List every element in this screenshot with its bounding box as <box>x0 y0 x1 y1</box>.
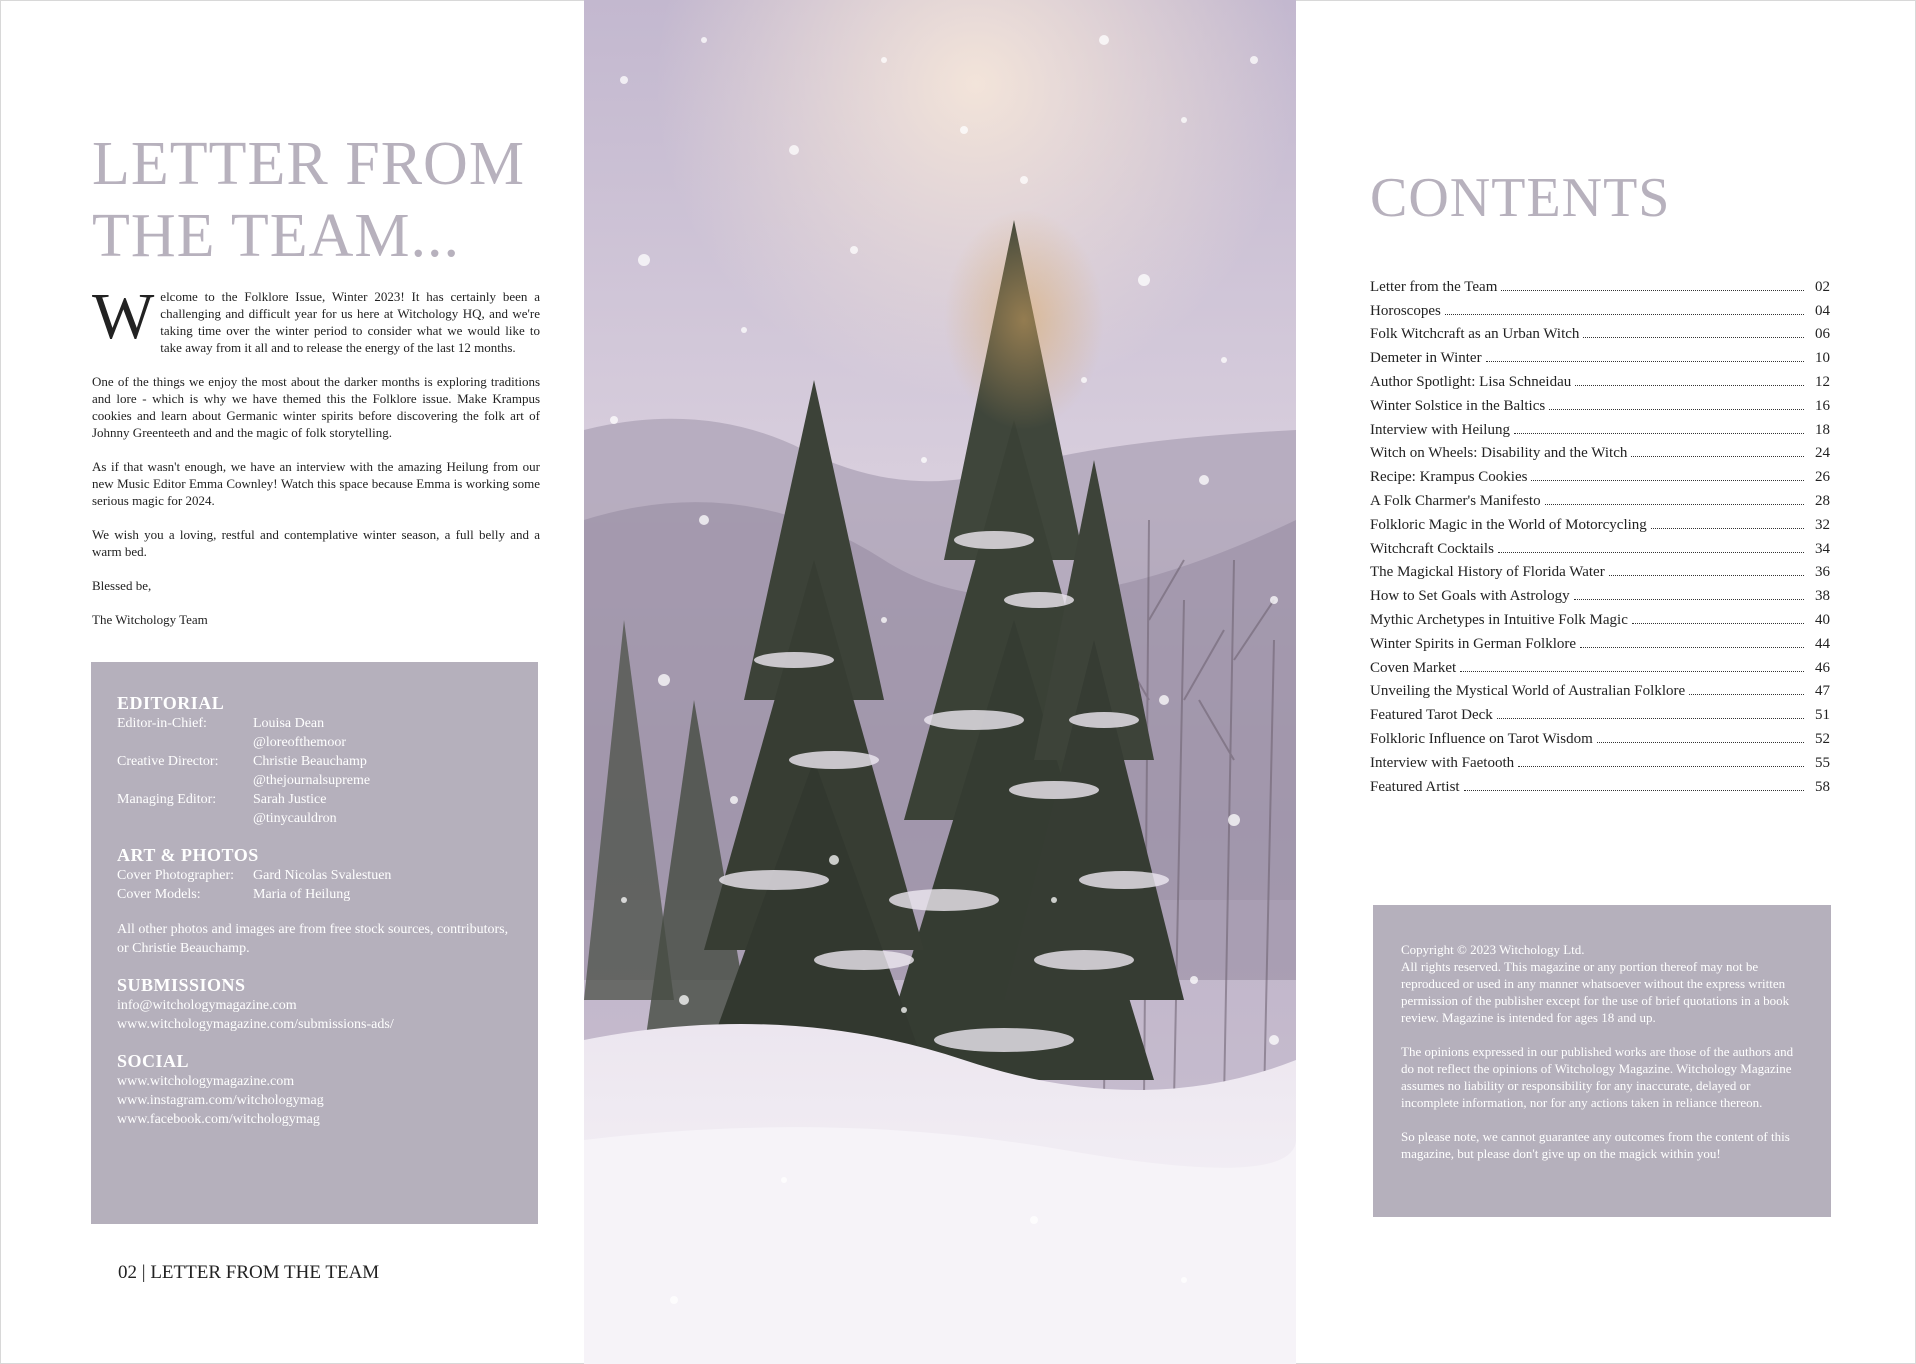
toc-entry-title: Author Spotlight: Lisa Schneidau <box>1370 373 1572 390</box>
toc-entry[interactable] <box>1370 320 1830 344</box>
toc-entry-page: 40 <box>1815 611 1830 628</box>
credit-name: Gard Nicolas Svalestuen <box>253 868 392 883</box>
toc-entry-page: 47 <box>1815 683 1830 700</box>
letter-title <box>92 128 592 272</box>
toc-entry-title: Witch on Wheels: Disability and the Witch <box>1370 445 1628 462</box>
toc-entry-page: 34 <box>1815 540 1830 557</box>
toc-entry-title: How to Set Goals with Astrology <box>1370 588 1570 605</box>
letter-title-line2: THE TEAM... <box>92 202 461 270</box>
toc-entry[interactable] <box>1370 653 1830 677</box>
credit-value <box>253 790 514 828</box>
toc-entry-title: Recipe: Krampus Cookies <box>1370 469 1528 486</box>
toc-dot-leader <box>1518 766 1804 767</box>
toc-dot-leader <box>1531 480 1804 481</box>
toc-entry-page: 32 <box>1815 516 1830 533</box>
toc-entry[interactable] <box>1370 343 1830 367</box>
credit-handle: @tinycauldron <box>253 811 337 826</box>
toc-entry[interactable] <box>1370 724 1830 748</box>
winter-scene-illustration <box>584 0 1296 1364</box>
letter-paragraph-3: As if that wasn't enough, we have an interview with the amazing Heilung from our new Music Editor Emma Cownley! Watch this space because Emma is working some serious magic for 2024. <box>92 459 540 508</box>
credit-row-photographer <box>117 866 514 885</box>
toc-entry-page: 38 <box>1815 588 1830 605</box>
toc-entry[interactable] <box>1370 700 1830 724</box>
letter-paragraph <box>92 280 540 356</box>
credits-box <box>91 662 538 1224</box>
submissions-section <box>117 974 514 1034</box>
copyright-box <box>1373 905 1831 1217</box>
credit-handle: @loreofthemoor <box>253 735 346 750</box>
credit-row-models <box>117 885 514 904</box>
toc-entry[interactable] <box>1370 581 1830 605</box>
footer-section-name: LETTER FROM THE TEAM <box>150 1262 380 1283</box>
toc-entry-title: Winter Spirits in German Folklore <box>1370 635 1577 652</box>
contents-title: CONTENTS <box>1370 167 1671 229</box>
toc-dot-leader <box>1574 599 1804 600</box>
toc-dot-leader <box>1597 742 1804 743</box>
credit-row-creative <box>117 752 514 790</box>
submissions-heading: SUBMISSIONS <box>117 975 246 995</box>
toc-dot-leader <box>1545 504 1804 505</box>
toc-entry-title: Coven Market <box>1370 659 1457 676</box>
toc-entry-page: 28 <box>1815 492 1830 509</box>
toc-entry[interactable] <box>1370 605 1830 629</box>
toc-entry-title: Demeter in Winter <box>1370 350 1482 367</box>
credit-name: Christie Beauchamp <box>253 754 367 769</box>
social-heading: SOCIAL <box>117 1051 190 1071</box>
toc-entry[interactable] <box>1370 439 1830 463</box>
credit-row-editor <box>117 714 514 752</box>
toc-dot-leader <box>1580 647 1804 648</box>
toc-dot-leader <box>1549 409 1804 410</box>
toc-entry[interactable] <box>1370 367 1830 391</box>
table-of-contents <box>1370 272 1830 796</box>
toc-entry-page: 06 <box>1815 326 1830 343</box>
toc-entry[interactable] <box>1370 748 1830 772</box>
letter-paragraph-2: One of the things we enjoy the most about the darker months is exploring traditions and lore - which is why we have themed this the Folklore issue. Make Krampus cookies and learn about Germanic winter spirits before discovering the folk art of Johnny Greenteeth and and the magic of folk storytelling. <box>92 374 540 440</box>
toc-entry[interactable] <box>1370 486 1830 510</box>
credit-name: Maria of Heilung <box>253 887 351 902</box>
toc-entry[interactable] <box>1370 391 1830 415</box>
rights-text: All rights reserved. This magazine or any portion thereof may not be reproduced or used in any manner whatsoever without the express written permission of the publisher except for the use of brief quotations in a book review. Magazine is intended for ages 18 and up. <box>1401 959 1790 1025</box>
credit-role: Creative Director: <box>117 754 219 769</box>
toc-entry-page: 52 <box>1815 730 1830 747</box>
toc-dot-leader <box>1486 361 1804 362</box>
toc-dot-leader <box>1689 694 1804 695</box>
toc-entry[interactable] <box>1370 558 1830 582</box>
toc-entry[interactable] <box>1370 272 1830 296</box>
credit-role: Cover Models: <box>117 887 201 902</box>
toc-entry-title: Featured Tarot Deck <box>1370 707 1493 724</box>
submissions-email-link[interactable]: info@witchologymagazine.com <box>117 998 297 1013</box>
drop-cap: W <box>92 280 155 353</box>
copyright-paragraph-1 <box>1401 941 1801 1026</box>
toc-dot-leader <box>1514 433 1804 434</box>
toc-entry[interactable] <box>1370 296 1830 320</box>
letter-title-line1: LETTER FROM <box>92 130 525 198</box>
page-footer <box>118 1262 379 1284</box>
social-facebook-link[interactable]: www.facebook.com/witchologymag <box>117 1112 320 1127</box>
toc-entry-page: 51 <box>1815 707 1830 724</box>
toc-entry[interactable] <box>1370 629 1830 653</box>
toc-dot-leader <box>1651 528 1804 529</box>
toc-entry-page: 46 <box>1815 659 1830 676</box>
footer-separator: | <box>141 1262 146 1283</box>
toc-dot-leader <box>1498 552 1804 553</box>
copyright-line: Copyright © 2023 Witchology Ltd. <box>1401 942 1585 957</box>
toc-entry-page: 55 <box>1815 754 1830 771</box>
toc-entry-page: 18 <box>1815 421 1830 438</box>
toc-entry-title: Featured Artist <box>1370 778 1460 795</box>
toc-entry[interactable] <box>1370 772 1830 796</box>
toc-entry-page: 24 <box>1815 445 1830 462</box>
toc-entry-title: Winter Solstice in the Baltics <box>1370 397 1546 414</box>
toc-entry-title: Interview with Heilung <box>1370 421 1510 438</box>
toc-dot-leader <box>1575 385 1804 386</box>
toc-dot-leader <box>1501 290 1804 291</box>
toc-entry-title: Unveiling the Mystical World of Australian Folklore <box>1370 683 1686 700</box>
letter-paragraph-4: We wish you a loving, restful and contemplative winter season, a full belly and a warm bed. <box>92 527 540 559</box>
credit-value <box>253 752 514 790</box>
toc-entry-page: 02 <box>1815 278 1830 295</box>
toc-entry-title: Folk Witchcraft as an Urban Witch <box>1370 326 1580 343</box>
copyright-paragraph-2: The opinions expressed in our published works are those of the authors and do not reflect the opinions of Witchology Magazine. Witchology Magazine assumes no liability or responsibility for any inaccurate, delayed or incomplete information, nor for any actions taken in reliance thereon. <box>1401 1044 1794 1110</box>
letter-paragraph-1-text: elcome to the Folklore Issue, Winter 2023! It has certainly been a challenging and difficult year for us here at Witchology HQ, and we're taking time over the winter period to consider what we would like to take away from it all and to release the energy of the last 12 months. <box>160 289 540 355</box>
credit-role: Cover Photographer: <box>117 868 235 883</box>
credit-role: Editor-in-Chief: <box>117 716 207 731</box>
toc-entry-page: 36 <box>1815 564 1830 581</box>
copyright-paragraph-3: So please note, we cannot guarantee any outcomes from the content of this magazine, but please don't give up on the magick within you! <box>1401 1129 1790 1161</box>
social-section <box>117 1050 514 1129</box>
toc-entry-title: Folkloric Influence on Tarot Wisdom <box>1370 730 1593 747</box>
letter-body <box>92 280 540 645</box>
toc-entry-title: A Folk Charmer's Manifesto <box>1370 492 1541 509</box>
toc-dot-leader <box>1632 623 1804 624</box>
toc-dot-leader <box>1583 337 1804 338</box>
credit-role: Managing Editor: <box>117 792 217 807</box>
social-website-link[interactable]: www.witchologymagazine.com <box>117 1074 295 1089</box>
toc-dot-leader <box>1445 314 1804 315</box>
photo-note: All other photos and images are from free stock sources, contributors, or Christie Beauchamp. <box>117 922 509 956</box>
toc-entry-page: 04 <box>1815 302 1830 319</box>
toc-entry[interactable] <box>1370 415 1830 439</box>
art-section <box>117 844 514 904</box>
toc-entry[interactable] <box>1370 677 1830 701</box>
toc-dot-leader <box>1497 718 1804 719</box>
toc-entry[interactable] <box>1370 534 1830 558</box>
toc-entry-page: 58 <box>1815 778 1830 795</box>
toc-dot-leader <box>1609 575 1804 576</box>
social-instagram-link[interactable]: www.instagram.com/witchologymag <box>117 1093 324 1108</box>
credit-row-managing <box>117 790 514 828</box>
toc-entry[interactable] <box>1370 462 1830 486</box>
toc-dot-leader <box>1464 790 1804 791</box>
signoff-line-2: The Witchology Team <box>92 612 208 627</box>
toc-entry-title: Mythic Archetypes in Intuitive Folk Magic <box>1370 611 1628 628</box>
toc-entry[interactable] <box>1370 510 1830 534</box>
toc-entry-title: Letter from the Team <box>1370 278 1498 295</box>
credit-value <box>253 714 514 752</box>
footer-page-number: 02 <box>118 1262 137 1283</box>
editorial-section <box>117 692 514 828</box>
toc-entry-title: Witchcraft Cocktails <box>1370 540 1494 557</box>
toc-dot-leader <box>1631 456 1804 457</box>
toc-entry-page: 26 <box>1815 469 1830 486</box>
art-heading: ART & PHOTOS <box>117 845 259 865</box>
toc-entry-page: 44 <box>1815 635 1830 652</box>
winter-forest-photo <box>584 0 1296 1364</box>
toc-dot-leader <box>1460 671 1804 672</box>
signoff-line-1: Blessed be, <box>92 578 152 593</box>
toc-entry-title: Interview with Faetooth <box>1370 754 1515 771</box>
credit-name: Louisa Dean <box>253 716 325 731</box>
toc-entry-page: 10 <box>1815 350 1830 367</box>
toc-entry-page: 12 <box>1815 373 1830 390</box>
credit-handle: @thejournalsupreme <box>253 773 371 788</box>
toc-entry-title: Folkloric Magic in the World of Motorcycling <box>1370 516 1647 533</box>
toc-entry-title: The Magickal History of Florida Water <box>1370 564 1605 581</box>
credit-name: Sarah Justice <box>253 792 327 807</box>
toc-entry-title: Horoscopes <box>1370 302 1441 319</box>
toc-entry-page: 16 <box>1815 397 1830 414</box>
editorial-heading: EDITORIAL <box>117 693 225 713</box>
submissions-url-link[interactable]: www.witchologymagazine.com/submissions-ads/ <box>117 1017 394 1032</box>
